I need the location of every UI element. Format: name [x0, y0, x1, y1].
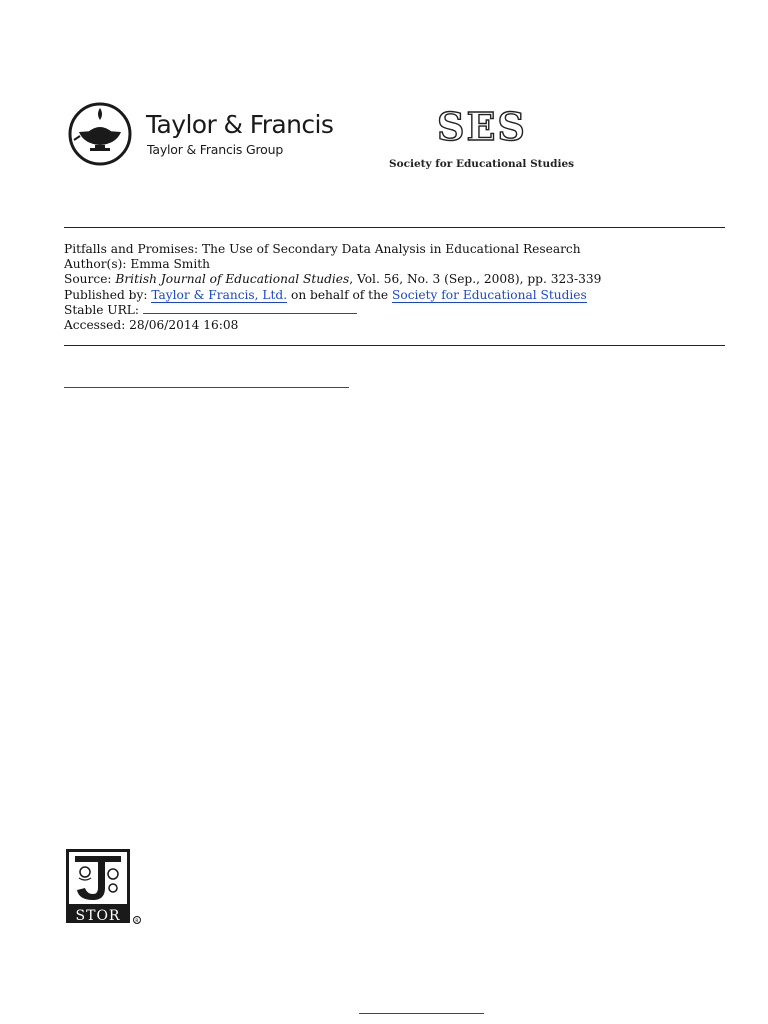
stable-url-label: Stable URL:	[64, 302, 139, 317]
accessed-label: Accessed:	[64, 318, 126, 333]
source-label: Source:	[64, 272, 112, 287]
terms-link[interactable]	[64, 387, 349, 388]
publisher-name: Taylor & Francis	[146, 110, 334, 139]
ses-logo	[385, 104, 585, 176]
publisher-group: Taylor & Francis Group	[147, 142, 284, 157]
jstor-logo-icon	[65, 848, 145, 926]
authors-label: Author(s):	[64, 257, 127, 272]
citation-block	[64, 242, 725, 333]
bottom-divider	[64, 345, 725, 346]
on-behalf-text: on behalf of the	[290, 287, 389, 302]
svg-text:R: R	[135, 918, 139, 925]
taylor-francis-logo	[66, 100, 356, 170]
authors-value: Emma Smith	[130, 257, 211, 272]
publisher-link[interactable]: Taylor & Francis, Ltd.	[151, 287, 288, 302]
article-title: Pitfalls and Promises: The Use of Secondary Data Analysis in Educational Research	[64, 242, 581, 256]
jstor-mark: STOR	[75, 908, 121, 924]
oil-lamp-icon	[68, 102, 132, 166]
footer-link[interactable]	[359, 1013, 484, 1014]
stable-url-line	[64, 303, 725, 318]
accessed-value: 28/06/2014 16:08	[129, 318, 239, 333]
authors-line	[64, 257, 725, 272]
source-details: , Vol. 56, No. 3 (Sep., 2008), pp. 323-339	[349, 272, 602, 287]
top-divider	[64, 227, 725, 228]
society-full-name: Society for Educational Studies	[389, 158, 575, 170]
publisher-line	[64, 288, 725, 303]
society-link[interactable]: Society for Educational Studies	[392, 287, 587, 302]
source-line	[64, 272, 725, 287]
society-mark: SES	[437, 104, 527, 149]
accessed-line	[64, 318, 725, 333]
journal-title: British Journal of Educational Studies	[115, 272, 350, 287]
stable-url-link[interactable]	[143, 304, 357, 314]
published-label: Published by:	[64, 287, 148, 302]
